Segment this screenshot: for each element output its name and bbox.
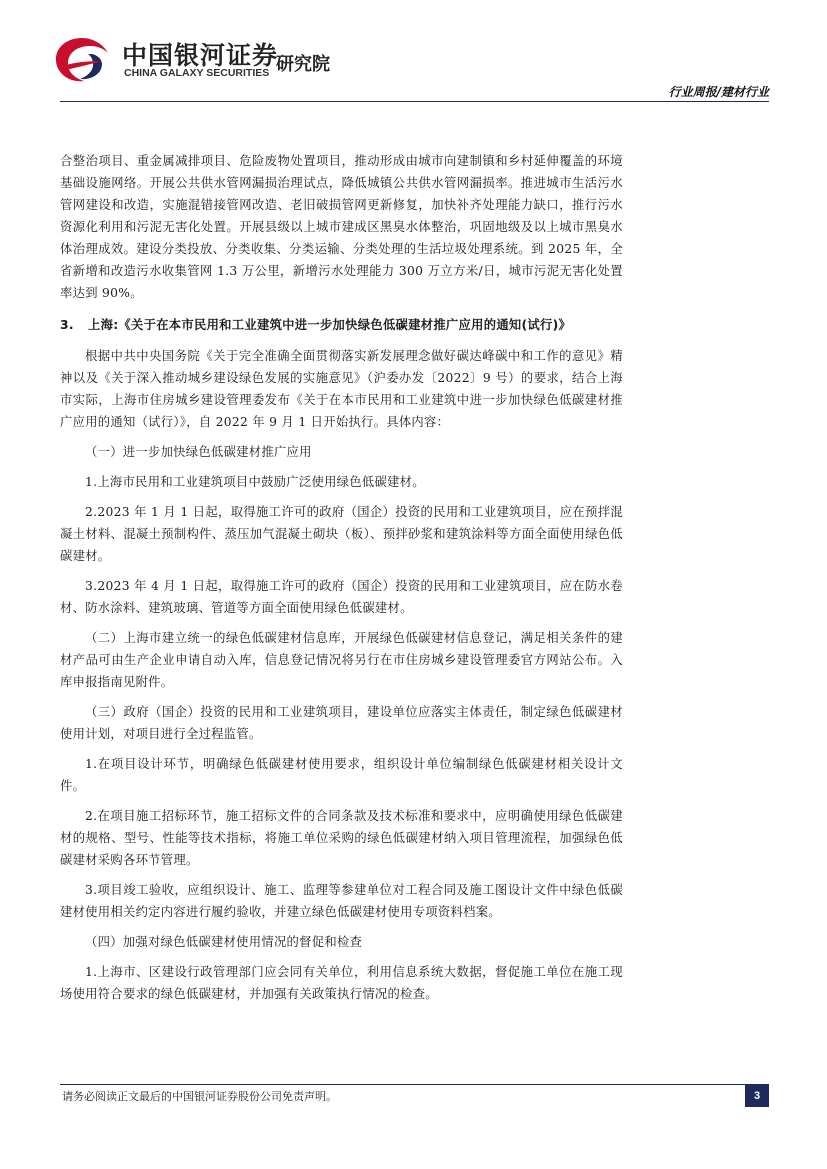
page-header <box>0 0 827 110</box>
institute-label: 研究院 <box>276 54 330 75</box>
section-number: 3. <box>60 318 74 332</box>
footer-divider <box>60 1084 769 1085</box>
galaxy-logo-icon <box>52 34 112 86</box>
subheading-1: （一）进一步加快绿色低碳建材推广应用 <box>85 445 312 459</box>
section-title: 上海:《关于在本市民用和工业建筑中进一步加快绿色低碳建材推广应用的通知(试行)》 <box>88 318 572 332</box>
subheading-3: （三）政府（国企）投资的民用和工业建筑项目，建设单位应落实主体责任，制定绿色低碳建材使用计划，对项目进行全过程监管。 <box>60 705 623 741</box>
section-heading <box>60 314 623 336</box>
body-paragraph: 2.在项目施工招标环节，施工招标文件的合同条款及技术标准和要求中，应明确使用绿色低碳建材的规格、型号、性能等技术指标，将施工单位采购的绿色低碳建材纳入项目管理流程，加强绿色低碳建材采购各环节管理。 <box>60 809 623 867</box>
brand-name-en: CHINA GALAXY SECURITIES <box>124 67 270 79</box>
report-category: 行业周报/建材行业 <box>668 85 769 99</box>
body-paragraph: 3.项目竣工验收，应组织设计、施工、监理等参建单位对工程合同及施工图设计文件中绿色低碳建材使用相关约定内容进行履约验收，并建立绿色低碳建材使用专项资料档案。 <box>60 883 623 919</box>
subheading-4: （四）加强对绿色低碳建材使用情况的督促和检查 <box>85 935 363 949</box>
subheading-2: （二）上海市建立统一的绿色低碳建材信息库，开展绿色低碳建材信息登记，满足相关条件的建材产品可由生产企业申请自动入库，信息登记情况将另行在市住房城乡建设管理委官方网站公布。入库申报指南见附件。 <box>60 631 623 689</box>
body-paragraph: 1.上海市、区建设行政管理部门应会同有关单位，利用信息系统大数据，督促施工单位在施工现场使用符合要求的绿色低碳建材，并加强有关政策执行情况的检查。 <box>60 965 623 1001</box>
continued-paragraph: 合整治项目、重金属减排项目、危险废物处置项目，推动形成由城市向建制镇和乡村延伸覆盖的环境基础设施网络。开展公共供水管网漏损治理试点，降低城镇公共供水管网漏损率。推进城市生活污水管网建设和改造，实施混错接管网改造、老旧破损管网更新修复，加快补齐处理能力缺口，推行污水资源化利用和污泥无害化处置。开展县级以上城市建成区黑臭水体整治，巩固地级及以上城市黑臭水体治理成效。建设分类投放、分类收集、分类运输、分类处理的生活垃圾处理系统。到 2025 年，全省新增和改造污水收集管网 1.3 万公里，新增污水处理能力 300 万立方米/日，城市污泥无害化处置率达到 90%。 <box>60 154 623 300</box>
main-content <box>60 150 623 1013</box>
page-number: 3 <box>745 1085 769 1107</box>
body-paragraph: 1.在项目设计环节，明确绿色低碳建材使用要求，组织设计单位编制绿色低碳建材相关设计文件。 <box>60 757 623 793</box>
body-paragraph: 3.2023 年 4 月 1 日起，取得施工许可的政府（国企）投资的民用和工业建筑项目，应在防水卷材、防水涂料、建筑玻璃、管道等方面全面使用绿色低碳建材。 <box>60 579 623 615</box>
body-paragraph: 根据中共中央国务院《关于完全准确全面贯彻落实新发展理念做好碳达峰碳中和工作的意见》精神以及《关于深入推动城乡建设绿色发展的实施意见》（沪委办发〔2022〕9 号）的要求，结合上海市实际，上海市住房城乡建设管理委发布《关于在本市民用和工业建筑中进一步加快绿色低碳建材推广应用的通知（试行）》，自 2022 年 9 月 1 日开始执行。具体内容： <box>60 349 623 429</box>
footer-disclaimer: 请务必阅读正文最后的中国银河证券股份公司免责声明。 <box>62 1090 337 1103</box>
body-paragraph: 1.上海市民用和工业建筑项目中鼓励广泛使用绿色低碳建材。 <box>85 475 425 489</box>
body-paragraph: 2.2023 年 1 月 1 日起，取得施工许可的政府（国企）投资的民用和工业建筑项目，应在预拌混凝土材料、混凝土预制构件、蒸压加气混凝土砌块（板）、预拌砂浆和建筑涂料等方面全面使用绿色低碳建材。 <box>60 505 623 563</box>
header-divider <box>60 101 769 102</box>
brand-name-cn: 中国银河证券 <box>122 41 279 70</box>
